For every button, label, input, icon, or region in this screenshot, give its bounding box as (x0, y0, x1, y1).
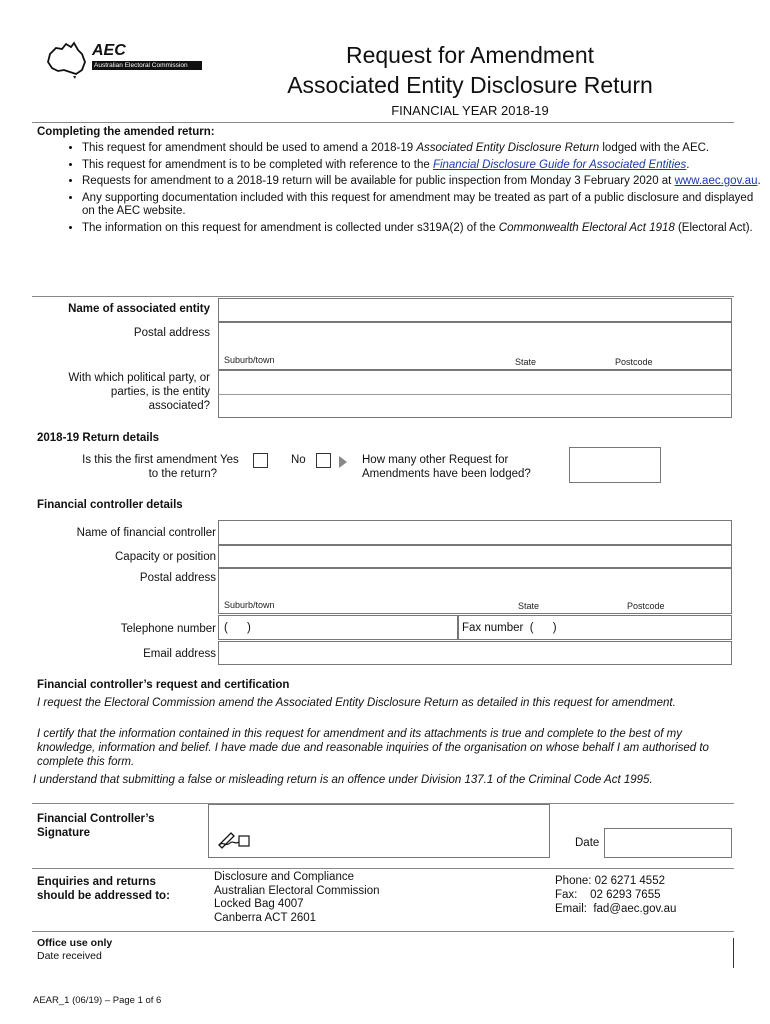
date-label: Date (575, 837, 600, 849)
enquiries-label: Enquiries and returns should be addressed to: (37, 876, 170, 902)
yes-label: Yes (220, 454, 239, 466)
date-field[interactable] (604, 828, 732, 858)
entity-name-field[interactable] (218, 298, 732, 322)
office-rule (32, 931, 734, 932)
entity-party-divider (218, 394, 732, 395)
enquiries-contact (555, 874, 676, 916)
australia-map-icon (44, 40, 90, 80)
signature-field[interactable] (208, 804, 550, 858)
aec-logo (44, 40, 204, 80)
controller-postcode-label: Postcode (627, 601, 665, 611)
intro-heading: Completing the amended return: (37, 126, 215, 138)
office-use-heading: Office use only (37, 937, 113, 949)
financial-year: FINANCIAL YEAR 2018-19 (391, 103, 549, 118)
entity-postal-label: Postal address (133, 327, 210, 339)
controller-suburb-label: Suburb/town (224, 600, 275, 610)
controller-capacity-field[interactable] (218, 545, 732, 568)
intro-bullet-1: • This request for amendment should be used to amend a 2018-19 Associated Entity Disclosure Return lodged with the AEC. (82, 142, 762, 156)
footer-reference: AEAR_1 (06/19) – Page 1 of 6 (33, 995, 162, 1006)
arrow-right-icon (338, 455, 348, 469)
controller-name-label: Name of financial controller (76, 527, 216, 539)
controller-email-label: Email address (143, 648, 216, 660)
controller-postal-label: Postal address (139, 572, 216, 584)
certification-certify-text: I certify that the information contained in this request for amendment and its attachments is true and complete to the best of my knowledge, information and belief. I have made due and reasonable inquiries of the organisation on whose behalf I am authorised to complete this form. (37, 728, 709, 768)
intro-bullet-5: • The information on this request for amendment is collected under s319A(2) of the Commonwealth Electoral Act 1918 (Electoral Act). (82, 222, 762, 236)
entity-party-label: With which political party, or parties, is the entity associated? (68, 372, 210, 412)
signature-label: Financial Controller’s Signature (37, 813, 155, 839)
entity-state-label: State (515, 357, 537, 367)
certification-request-text: I request the Electoral Commission amend the Associated Entity Disclosure Return as detailed in this request for amendment. (37, 697, 676, 709)
signature-pen-icon (217, 827, 251, 849)
controller-capacity-label: Capacity or position (115, 551, 216, 563)
entity-postal-field[interactable] (218, 322, 732, 370)
return-details-heading: 2018-19 Return details (37, 432, 160, 444)
form-title-line1: Request for Amendment (345, 42, 595, 68)
controller-name-field[interactable] (218, 520, 732, 545)
other-amendments-label: How many other Request for Amendments have been lodged? (362, 454, 531, 480)
phone-area-code-parens: ( ) (224, 622, 251, 634)
form-title-line2: Associated Entity Disclosure Return (287, 72, 653, 98)
intro-bullet-3: • Requests for amendment to a 2018-19 return will be available for public inspection from Monday 3 February 2020 at www.aec.gov.au. (82, 175, 762, 189)
office-use-divider (733, 938, 734, 968)
intro-bullet-2: • This request for amendment is to be completed with reference to the Financial Disclosure Guide for Associated Entities. (82, 159, 762, 173)
controller-phone-field[interactable] (218, 615, 458, 640)
guide-link[interactable]: Financial Disclosure Guide for Associated Entities (432, 158, 687, 171)
enquiries-fax: Fax: 02 6293 7655 (555, 889, 661, 901)
logo-subtitle: Australian Electoral Commission (92, 61, 202, 70)
controller-state-label: State (518, 601, 540, 611)
logo-text: AEC (92, 42, 126, 59)
aec-website-link[interactable]: www.aec.gov.au (674, 175, 758, 187)
intro-bullet-4: • Any supporting documentation included with this request for amendment may be treated as part of a public disclosure and displayed on the AEC website. (82, 192, 762, 219)
fax-label: Fax number ( ) (462, 622, 557, 634)
controller-fax-field[interactable] (458, 615, 732, 640)
entity-rule (32, 296, 734, 297)
enquiries-address: Disclosure and Compliance Australian Electoral Commission Locked Bag 4007 Canberra ACT 2601 (214, 871, 380, 924)
enquiries-email: Email: fad@aec.gov.au (555, 903, 677, 915)
certification-offence-text: I understand that submitting a false or misleading return is an offence under Division 137.1 of the Criminal Code Act 1995. (33, 774, 653, 786)
first-amendment-label: Is this the first amendment to the return? (82, 454, 217, 480)
controller-phone-label: Telephone number (120, 623, 216, 635)
entity-postcode-label: Postcode (615, 357, 653, 367)
other-amendments-field[interactable] (569, 447, 661, 483)
entity-name-label: Name of associated entity (68, 303, 210, 315)
yes-checkbox[interactable] (253, 453, 268, 468)
entity-suburb-label: Suburb/town (224, 355, 275, 365)
enquiries-rule (32, 868, 734, 869)
controller-heading: Financial controller details (37, 499, 183, 511)
enquiries-phone: Phone: 02 6271 4552 (555, 875, 665, 887)
no-label: No (291, 454, 306, 466)
certification-heading: Financial controller’s request and certification (37, 679, 290, 691)
intro-bullet-list (60, 142, 762, 238)
no-checkbox[interactable] (316, 453, 331, 468)
controller-email-field[interactable] (218, 641, 732, 665)
header-rule (32, 122, 734, 123)
date-received-label: Date received (37, 950, 102, 962)
